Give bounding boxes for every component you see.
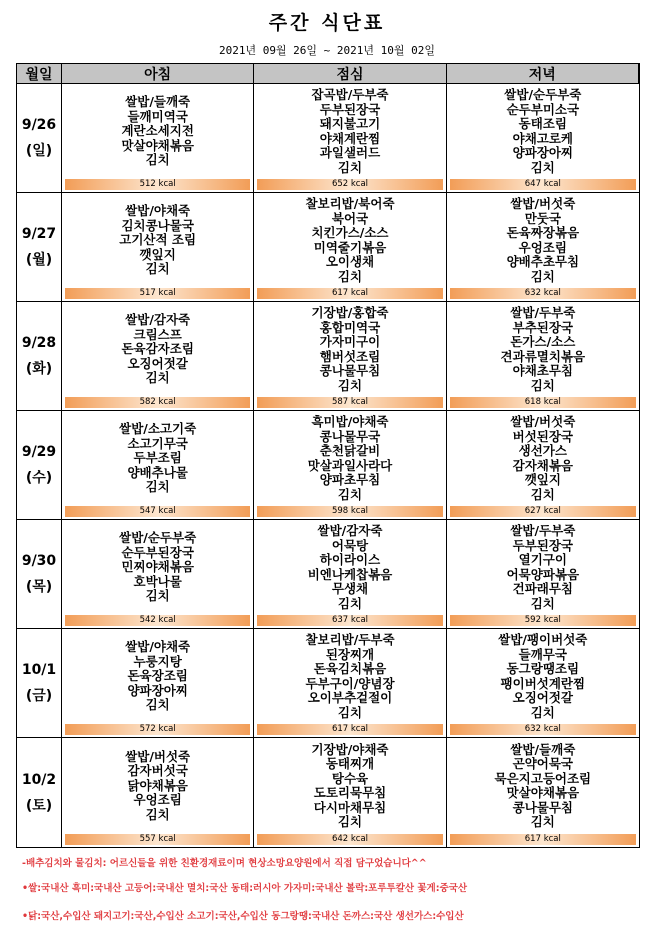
- date-cell: [17, 302, 62, 411]
- calorie-bar: 617 kcal: [257, 288, 442, 299]
- menu-item: 가자미구이: [319, 334, 381, 349]
- menu-item: 닭야채볶음: [127, 777, 188, 793]
- menu-item: 춘천닭갈비: [319, 443, 381, 458]
- menu-item: 비엔나케찹볶음: [307, 566, 393, 582]
- meal-cell-breakfast: [62, 193, 254, 302]
- menu-items: [447, 84, 639, 179]
- menu-items: [447, 520, 639, 615]
- menu-item: 쌀밥/들깨죽: [510, 741, 576, 757]
- menu-item: 야채초무침: [512, 363, 574, 378]
- menu-item: 김치: [530, 595, 555, 611]
- weekday-label: (일): [25, 143, 53, 159]
- menu-item: 순두부된장국: [121, 544, 194, 560]
- menu-item: 쌀밥/감자죽: [125, 312, 191, 328]
- menu-item: 쌀밥/감자죽: [317, 523, 383, 538]
- menu-item: 김치: [145, 152, 170, 168]
- menu-items: [254, 520, 445, 615]
- calorie-bar: 592 kcal: [450, 615, 636, 626]
- weekday-label: (수): [25, 470, 53, 486]
- meal-cell-dinner: [447, 193, 639, 302]
- menu-item: 김치: [145, 479, 170, 495]
- menu-item: 김치: [530, 377, 555, 393]
- menu-item: 양배추나물: [127, 464, 188, 480]
- menu-item: 양배추초무침: [506, 254, 580, 269]
- meal-cell-lunch: [254, 520, 446, 629]
- date-label: 9/30: [21, 553, 57, 569]
- menu-item: 된장찌개: [325, 646, 375, 662]
- meal-cell-lunch: [254, 411, 446, 520]
- menu-item: 들깨무국: [518, 646, 567, 662]
- menu-item: 쌀밥/두부죽: [510, 305, 576, 320]
- meal-cell-lunch: [254, 84, 446, 193]
- menu-item: 버섯된장국: [512, 428, 574, 444]
- menu-item: 하이라이스: [319, 552, 381, 567]
- menu-items: [62, 520, 253, 615]
- menu-item: 홍합미역국: [319, 319, 381, 335]
- menu-item: 두부된장국: [512, 537, 574, 553]
- menu-item: 쌀밥/순두부죽: [119, 530, 197, 546]
- menu-item: 도토리묵무침: [313, 785, 387, 800]
- menu-item: 생선가스: [518, 443, 567, 458]
- menu-item: 야채고로케: [512, 130, 574, 146]
- calorie-bar: 587 kcal: [257, 397, 442, 408]
- menu-items: [447, 629, 639, 724]
- menu-item: 두부구이/양념장: [305, 675, 395, 691]
- menu-item: 건파래무침: [512, 581, 574, 596]
- menu-item: 김치콩나물국: [121, 217, 194, 233]
- menu-item: 오징어젓갈: [512, 690, 574, 705]
- menu-item: 햄버섯조림: [319, 348, 381, 364]
- menu-item: 찰보리밥/북어죽: [305, 196, 395, 211]
- menu-item: 두부된장국: [319, 101, 381, 117]
- menu-item: 김치: [337, 377, 363, 393]
- menu-items: [62, 411, 253, 506]
- date-label: 10/1: [21, 662, 57, 678]
- menu-items: [447, 302, 639, 397]
- menu-item: 김치: [145, 370, 170, 386]
- menu-item: 어묵탕: [331, 537, 369, 553]
- page-title: 주간 식단표: [268, 12, 386, 34]
- menu-item: 깻잎지: [524, 472, 561, 487]
- menu-item: 오이생채: [325, 254, 375, 269]
- menu-item: 계란소세지전: [121, 123, 194, 139]
- meal-cell-breakfast: [62, 302, 254, 411]
- menu-item: 견과류멸치볶음: [500, 348, 586, 364]
- date-label: 9/29: [21, 444, 57, 460]
- menu-item: 탕수육: [331, 770, 369, 786]
- menu-item: 열기구이: [518, 552, 567, 567]
- menu-item: 기장밥/야채죽: [311, 741, 389, 757]
- date-cell: [17, 411, 62, 520]
- calorie-bar: 617 kcal: [450, 834, 636, 845]
- menu-item: 우엉조림: [518, 239, 567, 255]
- menu-item: 부추된장국: [512, 319, 574, 335]
- menu-item: 쌀밥/소고기죽: [119, 421, 197, 437]
- date-cell: [17, 629, 62, 738]
- menu-item: 돈육장조림: [127, 668, 188, 684]
- meal-table: [16, 63, 640, 848]
- menu-item: 두부조림: [133, 450, 182, 466]
- menu-item: 쌀밥/순두부죽: [504, 87, 582, 102]
- note-kimchi: -배추김치와 물김치: 어르신들을 위한 친환경재료이며 현상소망요양원에서 직접 담구었습니다^^: [22, 858, 427, 869]
- date-cell: [17, 520, 62, 629]
- calorie-bar: 598 kcal: [257, 506, 442, 517]
- menu-item: 민찌야채볶음: [121, 559, 194, 575]
- menu-item: 쌀밥/버섯죽: [510, 414, 576, 429]
- menu-items: [254, 302, 445, 397]
- menu-item: 오징어젓갈: [127, 355, 188, 371]
- menu-item: 동그랑땡조림: [506, 661, 580, 676]
- menu-item: 쌀밥/버섯죽: [125, 748, 191, 764]
- header-day: 월일: [17, 64, 62, 84]
- menu-items: [62, 302, 253, 397]
- meal-cell-lunch: [254, 302, 446, 411]
- meal-cell-dinner: [447, 520, 639, 629]
- menu-item: 크림스프: [133, 326, 182, 342]
- menu-items: [254, 84, 445, 179]
- menu-item: 김치: [145, 261, 170, 277]
- menu-item: 맛살야채볶음: [121, 137, 194, 153]
- meal-cell-dinner: [447, 738, 639, 847]
- calorie-bar: 632 kcal: [450, 724, 636, 735]
- calorie-bar: 647 kcal: [450, 179, 636, 190]
- menu-item: 돈육짜장볶음: [506, 225, 580, 240]
- header-breakfast: 아침: [62, 64, 254, 84]
- calorie-bar: 547 kcal: [65, 506, 250, 517]
- menu-item: 김치: [337, 704, 363, 720]
- menu-item: 쌀밥/두부죽: [510, 523, 576, 538]
- date-cell: [17, 193, 62, 302]
- menu-items: [254, 629, 445, 724]
- menu-items: [447, 411, 639, 506]
- menu-item: 동태조림: [518, 116, 567, 131]
- menu-item: 쌀밥/야채죽: [125, 639, 191, 655]
- menu-item: 쌀밥/들깨죽: [125, 94, 191, 110]
- menu-items: [62, 84, 253, 179]
- menu-item: 야채계란찜: [319, 130, 381, 146]
- menu-item: 감자버섯국: [127, 763, 188, 779]
- meal-cell-dinner: [447, 302, 639, 411]
- menu-item: 김치: [145, 588, 170, 604]
- menu-item: 찰보리밥/두부죽: [305, 632, 395, 647]
- menu-item: 맛살야채볶음: [506, 785, 580, 800]
- menu-item: 김치: [145, 806, 170, 822]
- menu-item: 김치: [337, 814, 363, 829]
- menu-item: 곤약어묵국: [512, 756, 574, 771]
- menu-item: 맛살과일사라다: [307, 457, 393, 473]
- menu-item: 김치: [337, 159, 363, 175]
- date-label: 10/2: [21, 771, 57, 788]
- menu-items: [254, 193, 445, 288]
- meal-cell-lunch: [254, 738, 446, 847]
- menu-item: 김치: [530, 268, 555, 284]
- calorie-bar: 557 kcal: [65, 834, 250, 845]
- header-lunch: 점심: [254, 64, 446, 84]
- menu-item: 다시마채무침: [313, 799, 387, 815]
- menu-items: [254, 411, 445, 506]
- calorie-bar: 637 kcal: [257, 615, 442, 626]
- menu-item: 무생채: [331, 581, 369, 596]
- calorie-bar: 517 kcal: [65, 288, 250, 299]
- date-label: 9/26: [21, 117, 57, 133]
- menu-item: 김치: [530, 814, 555, 829]
- menu-item: 들깨미역국: [127, 108, 188, 124]
- calorie-bar: 512 kcal: [65, 179, 250, 190]
- meal-cell-breakfast: [62, 629, 254, 738]
- menu-item: 감자채볶음: [512, 457, 574, 473]
- menu-items: [447, 738, 639, 834]
- menu-item: 순두부미소국: [506, 101, 580, 117]
- menu-item: 팽이버섯계란찜: [500, 675, 586, 691]
- calorie-bar: 627 kcal: [450, 506, 636, 517]
- menu-item: 돈가스/소스: [510, 334, 576, 349]
- menu-item: 우엉조림: [133, 792, 182, 808]
- meal-cell-breakfast: [62, 411, 254, 520]
- menu-items: [62, 629, 253, 724]
- menu-item: 콩나물무침: [319, 363, 381, 378]
- meal-cell-breakfast: [62, 520, 254, 629]
- menu-item: 잡곡밥/두부죽: [311, 87, 389, 102]
- menu-item: 쌀밥/팽이버섯죽: [498, 632, 588, 647]
- meal-cell-dinner: [447, 411, 639, 520]
- calorie-bar: 617 kcal: [257, 724, 442, 735]
- meal-cell-dinner: [447, 629, 639, 738]
- meal-cell-lunch: [254, 629, 446, 738]
- calorie-bar: 542 kcal: [65, 615, 250, 626]
- weekday-label: (금): [25, 688, 53, 704]
- calorie-bar: 582 kcal: [65, 397, 250, 408]
- menu-item: 미역줄기볶음: [313, 239, 387, 255]
- menu-item: 만둣국: [524, 210, 561, 226]
- menu-item: 어묵양파볶음: [506, 566, 580, 582]
- menu-item: 김치: [337, 268, 363, 284]
- menu-item: 흑미밥/야채죽: [311, 414, 389, 429]
- menu-item: 콩나물무침: [512, 799, 574, 815]
- note-origin-1: •쌀:국내산 흑미:국내산 고등어:국내산 멸치:국산 동태:러시아 가자미:국내산 볼락:포루투칼산 꽃게:중국산: [22, 883, 468, 894]
- meal-cell-breakfast: [62, 84, 254, 193]
- menu-item: 김치: [530, 704, 555, 720]
- menu-item: 양파장아찌: [127, 682, 188, 698]
- menu-item: 치킨가스/소스: [311, 225, 389, 240]
- menu-item: 호박나물: [133, 573, 182, 589]
- menu-item: 누룽지탕: [133, 653, 182, 669]
- calorie-bar: 642 kcal: [257, 834, 442, 845]
- weekday-label: (월): [25, 252, 53, 268]
- menu-item: 묵은지고등어조림: [494, 770, 592, 786]
- menu-item: 고기산적 조림: [119, 232, 197, 248]
- weekday-label: (화): [25, 361, 53, 377]
- meal-cell-dinner: [447, 84, 639, 193]
- calorie-bar: 652 kcal: [257, 179, 442, 190]
- menu-item: 양파장아찌: [512, 145, 574, 160]
- menu-items: [254, 738, 445, 834]
- calorie-bar: 618 kcal: [450, 397, 636, 408]
- menu-item: 소고기무국: [127, 435, 188, 451]
- menu-item: 콩나물무국: [319, 428, 381, 444]
- weekday-label: (토): [25, 797, 53, 814]
- menu-items: [62, 193, 253, 288]
- menu-item: 기장밥/홍합죽: [311, 305, 389, 320]
- weekday-label: (목): [25, 579, 53, 595]
- date-cell: [17, 738, 62, 847]
- meal-cell-lunch: [254, 193, 446, 302]
- menu-item: 동태찌개: [325, 756, 375, 771]
- menu-item: 깻잎지: [139, 246, 176, 262]
- menu-item: 돈육감자조림: [121, 341, 194, 357]
- menu-item: 돈육김치볶음: [313, 661, 387, 676]
- date-label: 9/27: [21, 226, 57, 242]
- calorie-bar: 632 kcal: [450, 288, 636, 299]
- date-cell: [17, 84, 62, 193]
- menu-item: 쌀밥/버섯죽: [510, 196, 576, 211]
- date-range: 2021년 09월 26일 ~ 2021년 10월 02일: [218, 44, 436, 57]
- menu-item: 김치: [530, 159, 555, 175]
- menu-item: 김치: [337, 595, 363, 611]
- menu-item: 돼지불고기: [319, 116, 381, 131]
- menu-item: 과일샐러드: [319, 145, 381, 160]
- menu-items: [447, 193, 639, 288]
- menu-item: 오이부추겉절이: [307, 690, 393, 705]
- note-origin-2: •닭:국산,수입산 돼지고기:국산,수입산 소고기:국산,수입산 동그랑땡:국내산 돈까스:국산 생선가스:수입산: [22, 911, 464, 922]
- header-dinner: 저녁: [447, 64, 639, 84]
- calorie-bar: 572 kcal: [65, 724, 250, 735]
- menu-item: 김치: [530, 486, 555, 502]
- menu-items: [62, 738, 253, 834]
- menu-item: 북어국: [331, 210, 369, 226]
- menu-item: 쌀밥/야채죽: [125, 203, 191, 219]
- date-label: 9/28: [21, 335, 57, 351]
- menu-item: 김치: [337, 486, 363, 502]
- menu-item: 양파초무침: [319, 472, 381, 487]
- menu-item: 김치: [145, 697, 170, 713]
- meal-cell-breakfast: [62, 738, 254, 847]
